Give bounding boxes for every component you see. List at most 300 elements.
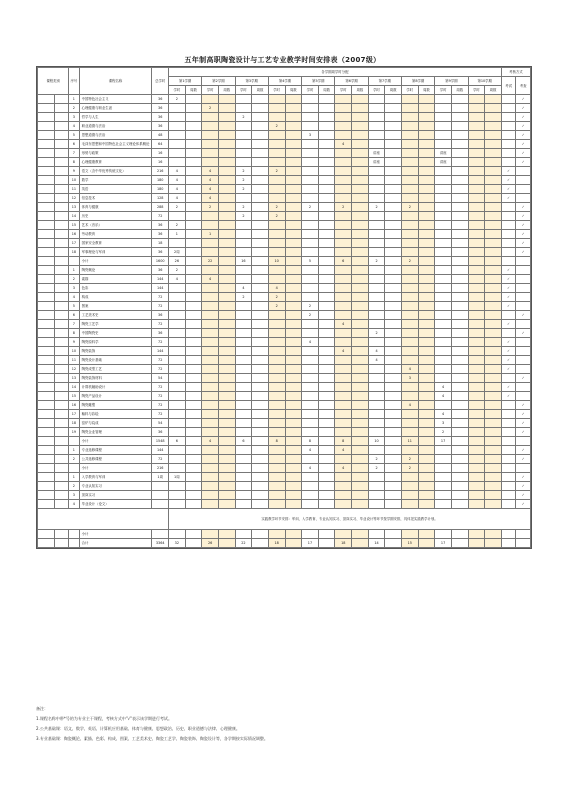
- semester-weeks-cell: [385, 149, 402, 158]
- semester-weeks-cell: [451, 482, 468, 491]
- category-cell: [38, 185, 55, 194]
- semester-weeks-cell: [451, 455, 468, 464]
- semester-weeks-cell: [418, 500, 435, 509]
- semester-weeks-cell: [318, 539, 335, 548]
- semester-weeks-cell: [385, 230, 402, 239]
- semester-weeks-cell: [185, 104, 202, 113]
- total-hours-cell: 36: [152, 248, 169, 257]
- semester-weeks-cell: [451, 500, 468, 509]
- exam-cell: [501, 230, 516, 239]
- semester-hours-cell: [468, 419, 485, 428]
- course-name-cell: 窑炉与烧成: [79, 419, 152, 428]
- semester-weeks-cell: [352, 437, 369, 446]
- serial-cell: 3: [69, 491, 79, 500]
- total-hours-cell: 144: [152, 275, 169, 284]
- semester-hours-cell: [335, 302, 352, 311]
- semester-weeks-cell: [451, 464, 468, 473]
- category-cell: [38, 212, 55, 221]
- semester-hours-cell: 2: [169, 203, 186, 212]
- subcategory-cell: [54, 428, 69, 437]
- semester-weeks-cell: [352, 194, 369, 203]
- table-row: [38, 284, 531, 293]
- subcategory-cell: [54, 212, 69, 221]
- semester-hours-cell: [435, 347, 452, 356]
- semester-hours-cell: [335, 410, 352, 419]
- semester-weeks-cell: [218, 491, 235, 500]
- semester-weeks-cell: [451, 356, 468, 365]
- semester-weeks-cell: [252, 482, 269, 491]
- semester-weeks-cell: [318, 221, 335, 230]
- semester-weeks-cell: [185, 311, 202, 320]
- semester-weeks-cell: [252, 329, 269, 338]
- semester-weeks-cell: [252, 104, 269, 113]
- semester-weeks-cell: [285, 302, 302, 311]
- semester-hours-cell: 2: [401, 455, 418, 464]
- semester-hours-cell: [235, 383, 252, 392]
- table-row: [38, 539, 531, 548]
- semester-hours-cell: [302, 212, 319, 221]
- semester-hours-cell: [368, 221, 385, 230]
- category-cell: [38, 275, 55, 284]
- semester-weeks-cell: [418, 266, 435, 275]
- notes-heading: 备注：: [36, 706, 48, 711]
- semester-hours-cell: [368, 176, 385, 185]
- semester-hours-cell: [435, 284, 452, 293]
- semester-hours-cell: [202, 266, 219, 275]
- check-cell: ✓: [516, 419, 531, 428]
- semester-weeks-cell: [385, 482, 402, 491]
- semester-hours-cell: 18: [268, 539, 285, 548]
- semester-weeks-cell: [451, 149, 468, 158]
- semester-hours-cell: [435, 221, 452, 230]
- semester-hours-cell: [202, 356, 219, 365]
- exam-cell: [501, 149, 516, 158]
- semester-weeks-cell: [451, 419, 468, 428]
- semester-hours-cell: [302, 284, 319, 293]
- semester-hours-cell: 17: [435, 539, 452, 548]
- semester-hours-cell: 4: [169, 194, 186, 203]
- semester-hours-cell: [302, 221, 319, 230]
- table-row: [38, 473, 531, 482]
- semester-weeks-cell: [285, 203, 302, 212]
- semester-weeks-cell: [352, 374, 369, 383]
- semester-weeks-cell: [185, 530, 202, 539]
- course-name-cell: 心理健康教育: [79, 158, 152, 167]
- semester-hours-cell: [435, 356, 452, 365]
- semester-hours-cell: [235, 455, 252, 464]
- semester-hours-cell: [268, 158, 285, 167]
- serial-cell: 1: [69, 473, 79, 482]
- semester-hours-cell: [368, 428, 385, 437]
- semester-weeks-cell: [385, 446, 402, 455]
- course-name-cell: 顶岗实习: [79, 491, 152, 500]
- semester-weeks-cell: [485, 149, 502, 158]
- course-name-cell: 陶瓷原料学: [79, 338, 152, 347]
- semester-hours-cell: [401, 158, 418, 167]
- subcategory-cell: [54, 338, 69, 347]
- semester-hours-cell: [468, 401, 485, 410]
- semester-hours-cell: [202, 284, 219, 293]
- semester-weeks-cell: [285, 293, 302, 302]
- course-name-cell: 语文（含中华优秀传统文化）: [79, 167, 152, 176]
- semester-hours-cell: [268, 104, 285, 113]
- semester-weeks-cell: [485, 221, 502, 230]
- semester-hours-cell: [401, 113, 418, 122]
- semester-weeks-cell: [318, 410, 335, 419]
- semester-hours-cell: [468, 464, 485, 473]
- semester-weeks-cell: [385, 275, 402, 284]
- semester-weeks-cell: [185, 464, 202, 473]
- semester-hours-cell: [202, 374, 219, 383]
- semester-weeks-cell: [285, 221, 302, 230]
- semester-hours-cell: 4: [202, 275, 219, 284]
- table-row: [38, 203, 531, 212]
- semester-hours-cell: [401, 140, 418, 149]
- semester-weeks-cell: [352, 158, 369, 167]
- semester-weeks-cell: [218, 356, 235, 365]
- semester-hours-cell: [268, 419, 285, 428]
- semester-hours-cell: [368, 530, 385, 539]
- course-name-cell: 陶瓷装饰材料: [79, 374, 152, 383]
- semester-hours-cell: [468, 158, 485, 167]
- semester-weeks-cell: [318, 293, 335, 302]
- semester-weeks-cell: [285, 374, 302, 383]
- semester-hours-cell: 26: [202, 539, 219, 548]
- semester-weeks-cell: [352, 293, 369, 302]
- semester-hours-cell: [268, 320, 285, 329]
- semester-hours-cell: [468, 221, 485, 230]
- subcategory-cell: [54, 539, 69, 548]
- exam-cell: ✓: [501, 338, 516, 347]
- semester-weeks-cell: [418, 167, 435, 176]
- check-cell: [516, 530, 531, 539]
- serial-cell: 6: [69, 311, 79, 320]
- semester-weeks-cell: [318, 446, 335, 455]
- semester-hours-cell: [401, 338, 418, 347]
- semester-hours-cell: 6: [335, 257, 352, 266]
- semester-hours-cell: 17: [435, 437, 452, 446]
- semester-hours-cell: 1: [169, 230, 186, 239]
- semester-hours-cell: 22: [235, 539, 252, 548]
- semester-weeks-cell: [185, 347, 202, 356]
- header-weeks: 周数: [285, 86, 302, 95]
- semester-hours-cell: [268, 338, 285, 347]
- course-name-cell: 毕业设计（论文）: [79, 500, 152, 509]
- semester-hours-cell: 18: [335, 539, 352, 548]
- semester-weeks-cell: [451, 320, 468, 329]
- exam-cell: [501, 491, 516, 500]
- semester-hours-cell: [302, 482, 319, 491]
- header-weeks: 周数: [485, 86, 502, 95]
- semester-hours-cell: [468, 491, 485, 500]
- semester-weeks-cell: [285, 347, 302, 356]
- check-cell: [516, 275, 531, 284]
- total-hours-cell: 72: [152, 212, 169, 221]
- header-hours: 学时: [401, 86, 418, 95]
- semester-weeks-cell: [318, 212, 335, 221]
- semester-hours-cell: [169, 428, 186, 437]
- semester-weeks-cell: [252, 365, 269, 374]
- semester-hours-cell: [335, 149, 352, 158]
- serial-cell: 19: [69, 428, 79, 437]
- semester-weeks-cell: [185, 158, 202, 167]
- subcategory-cell: [54, 185, 69, 194]
- semester-hours-cell: [335, 284, 352, 293]
- semester-weeks-cell: [385, 266, 402, 275]
- semester-hours-cell: [468, 203, 485, 212]
- semester-hours-cell: [235, 482, 252, 491]
- semester-weeks-cell: [385, 392, 402, 401]
- semester-weeks-cell: [218, 95, 235, 104]
- semester-weeks-cell: [451, 428, 468, 437]
- course-name-cell: 陶瓷概论: [79, 266, 152, 275]
- semester-weeks-cell: [185, 230, 202, 239]
- semester-hours-cell: [202, 464, 219, 473]
- semester-weeks-cell: [285, 257, 302, 266]
- subcategory-cell: [54, 482, 69, 491]
- subcategory-cell: [54, 401, 69, 410]
- serial-cell: 12: [69, 365, 79, 374]
- semester-weeks-cell: [218, 446, 235, 455]
- semester-hours-cell: [169, 401, 186, 410]
- semester-hours-cell: [368, 167, 385, 176]
- serial-cell: 15: [69, 392, 79, 401]
- table-row: [38, 530, 531, 539]
- header-weeks: 周数: [185, 86, 202, 95]
- semester-weeks-cell: [485, 230, 502, 239]
- semester-weeks-cell: [318, 428, 335, 437]
- semester-weeks-cell: [418, 257, 435, 266]
- semester-hours-cell: [368, 365, 385, 374]
- semester-weeks-cell: [385, 311, 402, 320]
- category-cell: [38, 194, 55, 203]
- semester-weeks-cell: [352, 113, 369, 122]
- semester-weeks-cell: [318, 347, 335, 356]
- semester-weeks-cell: [252, 230, 269, 239]
- semester-hours-cell: 4: [169, 176, 186, 185]
- serial-cell: 1: [69, 266, 79, 275]
- semester-weeks-cell: [185, 410, 202, 419]
- semester-hours-cell: [435, 338, 452, 347]
- semester-weeks-cell: [451, 131, 468, 140]
- semester-weeks-cell: [252, 428, 269, 437]
- course-name-cell: 军事理论与军训: [79, 248, 152, 257]
- semester-weeks-cell: [285, 437, 302, 446]
- course-name-cell: 中国特色社会主义: [79, 95, 152, 104]
- semester-hours-cell: [335, 293, 352, 302]
- semester-weeks-cell: [285, 539, 302, 548]
- category-cell: [38, 401, 55, 410]
- semester-hours-cell: 11: [401, 437, 418, 446]
- semester-weeks-cell: [218, 383, 235, 392]
- semester-weeks-cell: [352, 248, 369, 257]
- semester-weeks-cell: [252, 293, 269, 302]
- check-cell: [516, 320, 531, 329]
- semester-hours-cell: [302, 356, 319, 365]
- semester-hours-cell: [401, 212, 418, 221]
- check-cell: [516, 383, 531, 392]
- semester-weeks-cell: [352, 176, 369, 185]
- semester-hours-cell: [435, 374, 452, 383]
- semester-weeks-cell: [352, 338, 369, 347]
- semester-weeks-cell: [352, 530, 369, 539]
- course-name-cell: 劳动教育: [79, 230, 152, 239]
- semester-hours-cell: [335, 374, 352, 383]
- table-row: [38, 113, 531, 122]
- semester-weeks-cell: [318, 419, 335, 428]
- semester-hours-cell: 2: [235, 203, 252, 212]
- semester-weeks-cell: [418, 203, 435, 212]
- subcategory-cell: [54, 464, 69, 473]
- semester-hours-cell: [169, 122, 186, 131]
- category-cell: [38, 539, 55, 548]
- semester-hours-cell: [368, 122, 385, 131]
- exam-cell: ✓: [501, 293, 516, 302]
- semester-weeks-cell: [318, 302, 335, 311]
- check-cell: [516, 347, 531, 356]
- semester-hours-cell: [235, 365, 252, 374]
- semester-weeks-cell: [218, 113, 235, 122]
- semester-weeks-cell: [418, 473, 435, 482]
- semester-weeks-cell: [252, 95, 269, 104]
- semester-weeks-cell: [185, 428, 202, 437]
- course-name-cell: 心理健康与职业生涯: [79, 104, 152, 113]
- total-hours-cell: 64: [152, 140, 169, 149]
- header-hours: 学时: [202, 86, 219, 95]
- semester-hours-cell: [468, 437, 485, 446]
- semester-weeks-cell: [218, 230, 235, 239]
- semester-weeks-cell: [485, 392, 502, 401]
- semester-hours-cell: 4: [335, 446, 352, 455]
- course-name-cell: 形势与政策: [79, 149, 152, 158]
- exam-cell: [501, 482, 516, 491]
- category-cell: [38, 482, 55, 491]
- semester-hours-cell: [468, 338, 485, 347]
- semester-weeks-cell: [185, 221, 202, 230]
- semester-hours-cell: [169, 158, 186, 167]
- check-cell: ✓: [516, 248, 531, 257]
- semester-hours-cell: 2: [268, 203, 285, 212]
- semester-hours-cell: 2周: [169, 248, 186, 257]
- category-cell: [38, 149, 55, 158]
- semester-weeks-cell: [185, 455, 202, 464]
- table-row: [38, 401, 531, 410]
- semester-weeks-cell: [385, 284, 402, 293]
- semester-weeks-cell: [418, 329, 435, 338]
- semester-hours-cell: [335, 122, 352, 131]
- semester-hours-cell: [468, 473, 485, 482]
- header-weeks: 周数: [385, 86, 402, 95]
- semester-weeks-cell: [352, 275, 369, 284]
- semester-weeks-cell: [485, 185, 502, 194]
- semester-weeks-cell: [252, 500, 269, 509]
- semester-weeks-cell: [285, 212, 302, 221]
- serial-cell: 5: [69, 131, 79, 140]
- header-semester: 第6学期: [335, 77, 368, 86]
- semester-hours-cell: [302, 194, 319, 203]
- semester-hours-cell: 2: [368, 329, 385, 338]
- semester-weeks-cell: [185, 212, 202, 221]
- semester-hours-cell: [335, 530, 352, 539]
- semester-hours-cell: [335, 212, 352, 221]
- semester-hours-cell: [335, 239, 352, 248]
- semester-hours-cell: [169, 293, 186, 302]
- serial-cell: 17: [69, 239, 79, 248]
- semester-hours-cell: 4: [169, 167, 186, 176]
- check-cell: ✓: [516, 500, 531, 509]
- semester-hours-cell: [335, 221, 352, 230]
- semester-hours-cell: [335, 329, 352, 338]
- check-cell: [516, 257, 531, 266]
- semester-weeks-cell: [252, 338, 269, 347]
- semester-hours-cell: [368, 383, 385, 392]
- semester-weeks-cell: [418, 365, 435, 374]
- semester-hours-cell: [401, 239, 418, 248]
- semester-hours-cell: [202, 212, 219, 221]
- semester-hours-cell: [202, 347, 219, 356]
- semester-weeks-cell: [451, 374, 468, 383]
- semester-weeks-cell: [285, 491, 302, 500]
- semester-hours-cell: [202, 149, 219, 158]
- semester-hours-cell: [235, 302, 252, 311]
- semester-weeks-cell: [318, 239, 335, 248]
- total-hours-cell: [152, 482, 169, 491]
- semester-weeks-cell: [252, 266, 269, 275]
- semester-weeks-cell: [218, 437, 235, 446]
- semester-hours-cell: [169, 113, 186, 122]
- header-total-hours: 总学时: [152, 68, 169, 95]
- course-name-cell: 公共选修课程: [79, 455, 152, 464]
- semester-hours-cell: [302, 266, 319, 275]
- semester-hours-cell: [169, 482, 186, 491]
- semester-hours-cell: [302, 320, 319, 329]
- semester-hours-cell: 2: [202, 203, 219, 212]
- semester-weeks-cell: [451, 239, 468, 248]
- semester-weeks-cell: [285, 410, 302, 419]
- semester-weeks-cell: [418, 293, 435, 302]
- semester-hours-cell: [169, 392, 186, 401]
- semester-hours-cell: [202, 140, 219, 149]
- exam-cell: ✓: [501, 167, 516, 176]
- semester-hours-cell: [169, 491, 186, 500]
- semester-hours-cell: [235, 446, 252, 455]
- semester-weeks-cell: [485, 248, 502, 257]
- table-row: [38, 95, 531, 104]
- semester-weeks-cell: [318, 437, 335, 446]
- semester-hours-cell: [268, 500, 285, 509]
- semester-hours-cell: [401, 491, 418, 500]
- semester-weeks-cell: [418, 455, 435, 464]
- category-cell: [38, 131, 55, 140]
- semester-hours-cell: 4: [302, 446, 319, 455]
- semester-weeks-cell: [451, 167, 468, 176]
- semester-hours-cell: [468, 539, 485, 548]
- semester-weeks-cell: [352, 95, 369, 104]
- subcategory-cell: [54, 293, 69, 302]
- semester-hours-cell: [468, 95, 485, 104]
- course-name-cell: 专业选修课程: [79, 446, 152, 455]
- semester-weeks-cell: [185, 473, 202, 482]
- total-hours-cell: 36: [152, 230, 169, 239]
- total-hours-cell: 36: [152, 329, 169, 338]
- semester-hours-cell: [335, 482, 352, 491]
- table-row: [38, 122, 531, 131]
- semester-hours-cell: [235, 311, 252, 320]
- semester-hours-cell: [202, 365, 219, 374]
- semester-hours-cell: [468, 356, 485, 365]
- semester-weeks-cell: [218, 329, 235, 338]
- semester-weeks-cell: [451, 176, 468, 185]
